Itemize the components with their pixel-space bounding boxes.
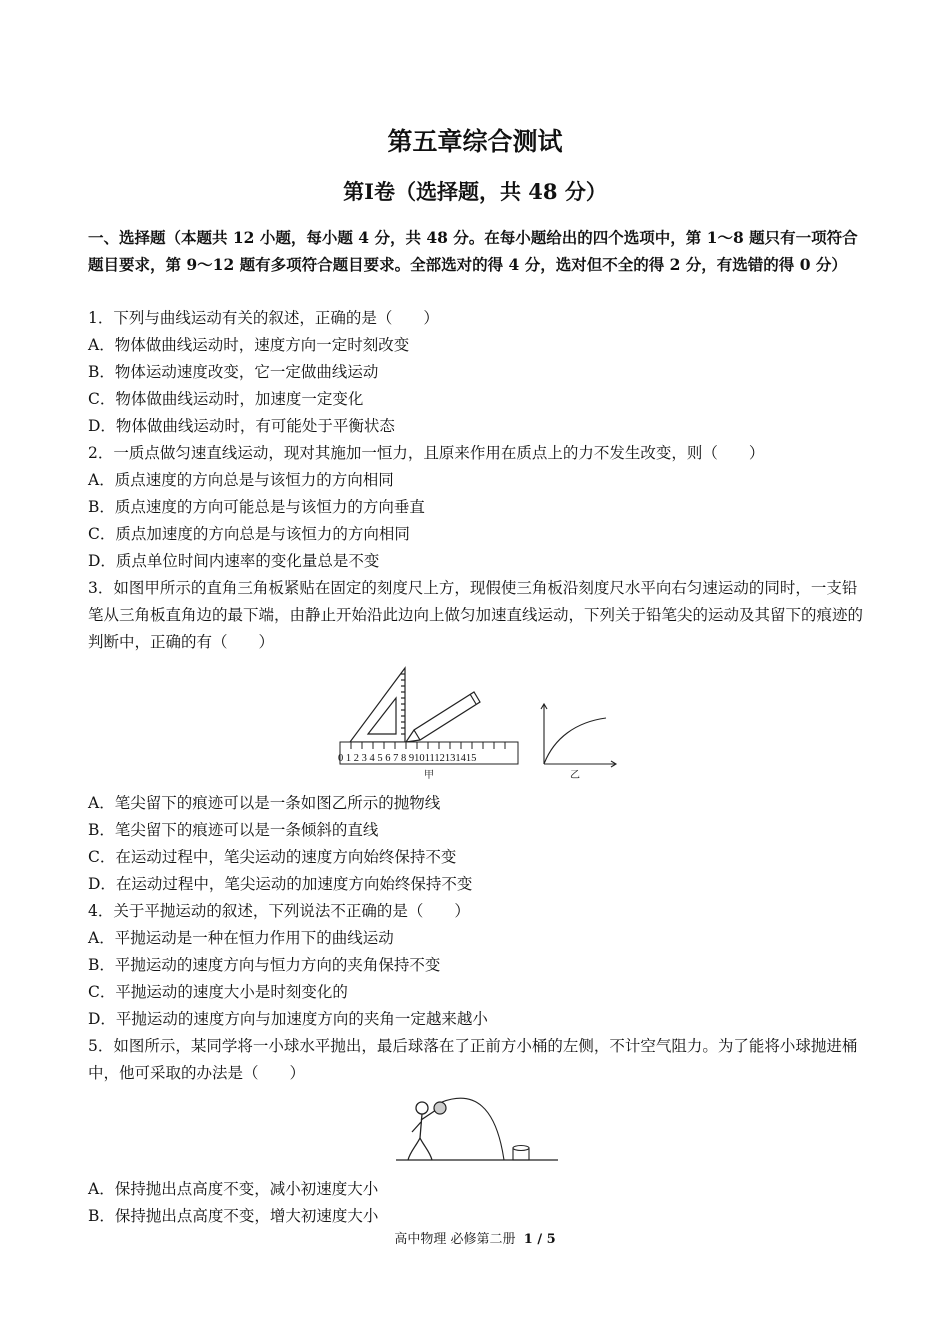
- question-2-option-a: A．质点速度的方向总是与该恒力的方向相同: [88, 471, 394, 489]
- question-1-option-d: D．物体做曲线运动时，有可能处于平衡状态: [88, 417, 395, 435]
- footer-page-number: 1 / 5: [523, 1232, 556, 1247]
- question-1-option-b: B．物体运动速度改变，它一定做曲线运动: [88, 363, 379, 381]
- section-instructions: 一、选择题（本题共 12 小题，每小题 4 分，共 48 分。在每小题给出的四个选项中，第 1～8 题只有一项符合题目要求，第 9～12 题有多项符合题目要求。全部选对的得 4 分，选对但不全的得 2 分，有选错的得 0 分）: [88, 228, 858, 274]
- ruler-digits: 0 1 2 3 4 5 6 7 8 9101112131415: [338, 753, 477, 764]
- question-3-option-b: B．笔尖留下的痕迹可以是一条倾斜的直线: [88, 821, 379, 839]
- pencil-icon: [406, 692, 480, 742]
- trajectory-graph-icon: [541, 704, 616, 767]
- question-3-option-c: C．在运动过程中，笔尖运动的速度方向始终保持不变: [88, 848, 457, 866]
- question-5-stem: 5．如图所示，某同学将一小球水平抛出，最后球落在了正前方小桶的左侧，不计空气阻力。为了能将小球抛进桶中，他可采取的办法是（ ）: [88, 1037, 858, 1082]
- question-3-option-a: A．笔尖留下的痕迹可以是一条如图乙所示的抛物线: [88, 794, 441, 812]
- figure-label-yi: 乙: [570, 770, 580, 781]
- question-1-stem: 1．下列与曲线运动有关的叙述，正确的是（ ）: [88, 309, 439, 327]
- question-2-option-d: D．质点单位时间内速率的变化量总是不变: [88, 552, 380, 570]
- footer-subject: 高中物理 必修第二册: [394, 1232, 516, 1247]
- question-5-option-b: B．保持抛出点高度不变，增大初速度大小: [88, 1207, 379, 1225]
- question-2-option-c: C．质点加速度的方向总是与该恒力的方向相同: [88, 525, 410, 543]
- question-4-stem: 4．关于平抛运动的叙述，下列说法不正确的是（ ）: [88, 902, 470, 920]
- ball-trajectory-icon: [442, 1098, 504, 1160]
- triangle-ruler-icon: [350, 668, 405, 742]
- page-title: 第五章综合测试: [387, 127, 563, 156]
- question-3-option-d: D．在运动过程中，笔尖运动的加速度方向始终保持不变: [88, 875, 473, 893]
- figure-label-jia: 甲: [424, 770, 434, 781]
- question-2-stem: 2．一质点做匀速直线运动，现对其施加一恒力，且原来作用在质点上的力不发生改变，则（ ）: [88, 444, 765, 462]
- question-3-figure: [330, 660, 622, 786]
- page-footer: [0, 1228, 950, 1247]
- question-4-option-d: D．平抛运动的速度方向与加速度方向的夹角一定越来越小: [88, 1010, 488, 1028]
- question-4-option-b: B．平抛运动的速度方向与恒力方向的夹角保持不变: [88, 956, 441, 974]
- question-3-stem: 3．如图甲所示的直角三角板紧贴在固定的刻度尺上方，现假使三角板沿刻度尺水平向右匀速运动的同时，一支铅笔从三角板直角边的最下端，由静止开始沿此边向上做匀加速直线运动，下列关于铅笔尖的运动及其留下的痕迹的判断中，正确的有（ ）: [88, 579, 864, 651]
- thrower-stick-figure-icon: [408, 1102, 436, 1160]
- ball-icon: [434, 1102, 446, 1114]
- question-4-option-a: A．平抛运动是一种在恒力作用下的曲线运动: [88, 929, 394, 947]
- question-1-option-a: A．物体做曲线运动时，速度方向一定时刻改变: [88, 336, 410, 354]
- question-5-figure: [392, 1092, 562, 1168]
- question-5-option-a: A．保持抛出点高度不变，减小初速度大小: [88, 1180, 379, 1198]
- bucket-icon: [513, 1146, 529, 1161]
- question-1-option-c: C．物体做曲线运动时，加速度一定变化: [88, 390, 364, 408]
- question-4-option-c: C．平抛运动的速度大小是时刻变化的: [88, 983, 348, 1001]
- section-subtitle: 第Ⅰ卷（选择题，共 48 分）: [343, 179, 607, 204]
- question-2-option-b: B．质点速度的方向可能总是与该恒力的方向垂直: [88, 498, 425, 516]
